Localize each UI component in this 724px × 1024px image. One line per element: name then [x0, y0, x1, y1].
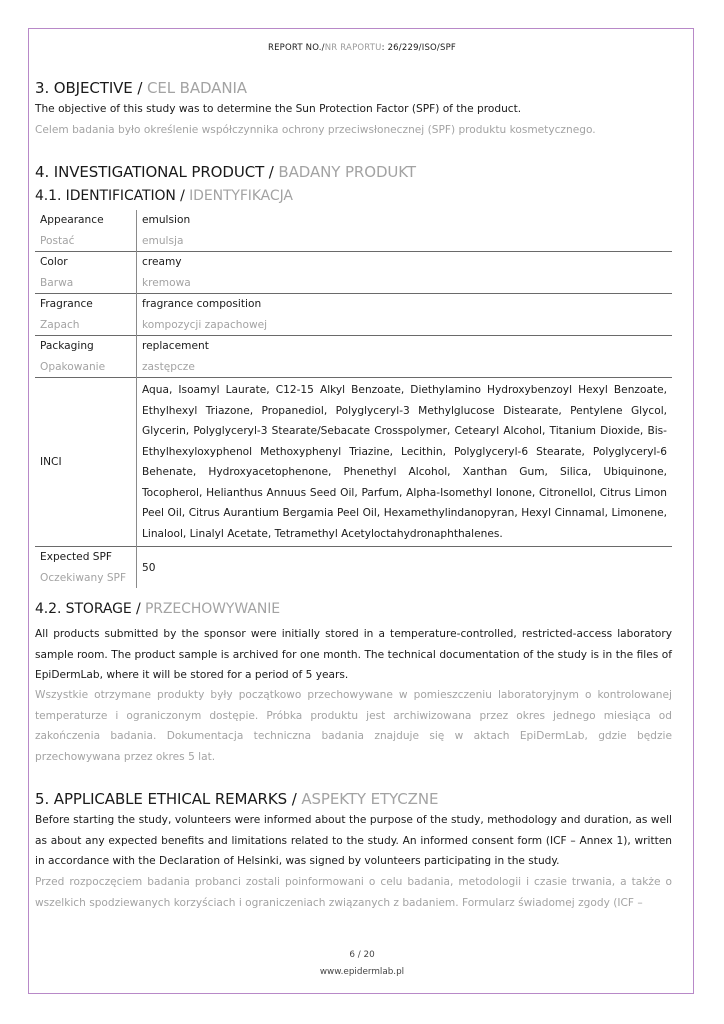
section-3-title-pl: CEL BADANIA: [146, 79, 247, 97]
label-en: Appearance: [40, 214, 104, 226]
ethics-text-en: Before starting the study, volunteers were informed about the purpose of the study, methodology and duration, as well as about any expected benefits and limitations related to the study. An informed consent form (ICF – Annex 1), written in accordance with the Declaration of Helsinki, was signed by volunteers participating in the study.: [35, 814, 672, 867]
section-4-title-pl: BADANY PRODUKT: [278, 163, 416, 181]
table-row: [35, 294, 672, 336]
value-pl: emulsja: [142, 234, 184, 247]
identification-title-en: 4.1. IDENTIFICATION /: [35, 188, 190, 204]
label-en: Packaging: [40, 340, 94, 352]
label-en: Color: [40, 256, 68, 268]
identification-table: [35, 210, 672, 588]
inci-text: Aqua, Isoamyl Laurate, C12-15 Alkyl Benzoate, Diethylamino Hydroxybenzoyl Hexyl Benzoate, Ethylhexyl Triazone, Propanediol, Polyglyceryl-3 Methylglucose Distearate, Pentylene Glycol, Glycerin, Polyglyceryl-3 Stearate/Sebacate Crosspolymer, Cetearyl Alcohol, Titanium Dioxide, Bis-Ethylhexyloxyphenol Methoxyphenyl Triazine, Lecithin, Polyglyceryl-6 Stearate, Polyglyceryl-6 Behenate, Hydroxyacetophenone, Phenethyl Alcohol, Xanthan Gum, Silica, Ubiquinone, Tocopherol, Helianthus Annuus Seed Oil, Parfum, Alpha-Isomethyl Ionone, Citronellol, Citrus Limon Peel Oil, Citrus Aurantium Bergamia Peel Oil, Hexamethylindanopyran, Hexyl Cinnamal, Limonene, Linalool, Linalyl Acetate, Tetramethyl Acetyloctahydronaphthalenes.: [142, 384, 667, 540]
section-4-title-en: 4. INVESTIGATIONAL PRODUCT /: [35, 163, 279, 181]
table-row: [35, 378, 672, 547]
inci-value: [137, 378, 673, 547]
table-row: [35, 210, 672, 252]
value-en: creamy: [142, 256, 182, 268]
identification-title: [35, 188, 293, 204]
label-en: Expected SPF: [40, 551, 112, 563]
table-row: [35, 547, 672, 589]
storage-text-en: All products submitted by the sponsor were initially stored in a temperature-controlled, restricted-access laboratory sample room. The product sample is archived for one month. The technical documentation of the study is in the files of EpiDermLab, where it will be stored for a period of 5 years.: [35, 628, 672, 681]
value-en: replacement: [142, 340, 209, 352]
color-value: [137, 252, 673, 294]
objective-text-pl: Celem badania było określenie współczynnika ochrony przeciwsłonecznej (SPF) produktu kosmetycznego.: [35, 124, 596, 136]
report-number: : 26/229/ISO/SPF: [381, 43, 457, 53]
report-label-en: REPORT NO./: [267, 43, 325, 53]
section-3-title-en: 3. OBJECTIVE /: [35, 79, 147, 97]
table-row: [35, 252, 672, 294]
inci-label: INCI: [35, 378, 137, 547]
fragrance-label: [35, 294, 137, 336]
report-label-pl: NR RAPORTU: [324, 43, 382, 53]
value-en: fragrance composition: [142, 298, 262, 310]
spf-label: [35, 547, 137, 589]
fragrance-value: [137, 294, 673, 336]
section-5-title-pl: ASPEKTY ETYCZNE: [301, 790, 439, 808]
storage-title-en: 4.2. STORAGE /: [35, 601, 145, 617]
value-pl: kremowa: [142, 276, 191, 289]
value-pl: kompozycji zapachowej: [142, 318, 268, 331]
value-pl: zastępcze: [142, 360, 195, 373]
objective-text-en: The objective of this study was to determine the Sun Protection Factor (SPF) of the product.: [35, 103, 522, 115]
storage-title-pl: PRZECHOWYWANIE: [144, 601, 280, 617]
report-header: [0, 43, 724, 53]
label-pl: Zapach: [40, 318, 80, 331]
storage-text-pl: Wszystkie otrzymane produkty były początkowo przechowywane w pomieszczeniu laboratoryjnym o kontrolowanej temperaturze i ograniczonym dostępie. Próbka produktu jest archiwizowana przez okres jednego miesiąca od zakończenia badania. Dokumentacja techniczna badania znajduje się w aktach EpiDermLab, gdzie będzie przechowywana przez okres 5 lat.: [35, 689, 672, 763]
section-3-title: [35, 79, 247, 97]
website-link[interactable]: www.epidermlab.pl: [319, 967, 405, 977]
appearance-value: [137, 210, 673, 252]
section-4-title: [35, 163, 416, 181]
label-pl: Barwa: [40, 276, 74, 289]
table-row: [35, 336, 672, 378]
ethics-text-pl: Przed rozpoczęciem badania probanci zostali poinformowani o celu badania, metodologii i czasie trwania, a także o wszelkich spodziewanych korzyściach i ograniczeniach związanych z badaniem. Formularz świadomej zgody (ICF –: [35, 876, 672, 909]
packaging-value: [137, 336, 673, 378]
label-pl: Oczekiwany SPF: [40, 571, 127, 584]
label-pl: Opakowanie: [40, 360, 106, 373]
packaging-label: [35, 336, 137, 378]
label-en: Fragrance: [40, 298, 93, 310]
value-en: emulsion: [142, 214, 191, 226]
spf-value: 50: [142, 561, 156, 574]
section-5-title: [35, 790, 438, 808]
color-label: [35, 252, 137, 294]
identification-title-pl: IDENTYFIKACJA: [189, 188, 293, 204]
label-pl: Postać: [40, 234, 75, 247]
appearance-label: [35, 210, 137, 252]
page-number: 6 / 20: [349, 950, 375, 960]
storage-title: [35, 601, 280, 617]
section-5-title-en: 5. APPLICABLE ETHICAL REMARKS /: [35, 790, 302, 808]
